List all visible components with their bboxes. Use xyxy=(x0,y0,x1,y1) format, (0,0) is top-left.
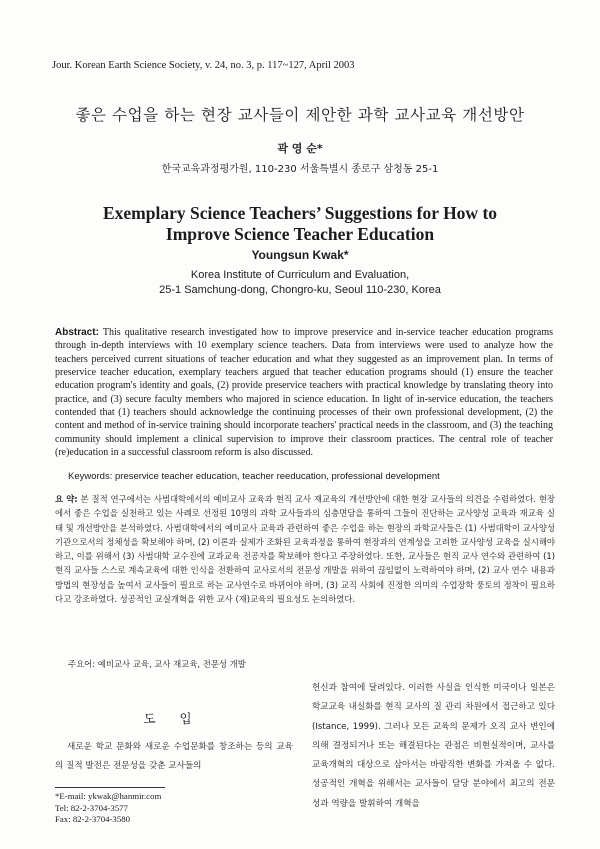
english-abstract xyxy=(55,326,553,459)
footnote-tel: Tel: 82-2-3704-3577 xyxy=(55,802,128,813)
footnote-divider xyxy=(55,787,165,788)
english-affiliation-line-1: Korea Institute of Curriculum and Evaluation, xyxy=(190,269,410,281)
footnote-email: *E-mail: ykwak@hanmir.com xyxy=(55,791,162,801)
footnote-fax: Fax: 82-2-3704-3580 xyxy=(55,814,131,825)
introduction-left-column: 새로운 학교 문화와 새로운 수업문화를 창조하는 등의 교육의 질적 발전은 전문성을 갖춘 교사들의 xyxy=(55,742,293,771)
english-affiliation xyxy=(0,268,600,298)
korean-keywords-text: 예비교사 교육, 교사 재교육, 전문성 개발 xyxy=(97,659,246,669)
korean-author: 곽 영 순* xyxy=(277,142,323,155)
keywords-text: preservice teacher education, teacher reeducation, professional development xyxy=(115,471,440,482)
english-keywords xyxy=(68,471,558,482)
keywords-label: Keywords: xyxy=(68,471,113,482)
introduction-right-column: 헌신과 참여에 달려있다. 이러한 사실을 인식한 미국이나 일본은 학교교육 내실화를 현직 교사의 질 관리 차원에서 접근하고 있다(Istance, 1999). 그러나 모든 교육의 문제가 오직 교사 변인에 의해 결정되거나 또는 해결된다는 관점은 비현실적이며, 교사를 교육개혁의 대상으로 삼아서는 바람직한 변화를 가져올 수 없다. 성공적인 개혁을 위해서는 교사들이 담당 분야에서 최고의 전문성과 역량을 발휘하여 개혁을 xyxy=(312,683,555,809)
korean-title: 좋은 수업을 하는 현장 교사들이 제안한 과학 교사교육 개선방안 xyxy=(75,106,525,124)
korean-abstract-text: 본 질적 연구에서는 사범대학에서의 예비교사 교육과 현직 교사 재교육의 개선방안에 대한 현장 교사들의 의견을 수렴하였다. 현장에서 좋은 수업을 실천하고 있는 사례로 선정된 10명의 과학 교사들과의 심층면담을 통하여 그들이 진단하는 교사양성 교육과 재교육 실태 및 개선방안을 분석하였다. 사범대학에서의 예비교사 교육과 관련하여 좋은 수업을 하는 현장의 과학교사들은 (1) 사범대학이 교사양성 기관으로서의 정체성을 확보해야 하며, (2) 이론과 실제가 조화된 교육과정을 통하여 현장과의 연계성을 고려한 교사양성 교육을 실시해야 하고, 이를 위해서 (3) 사범대학 교수진에 교과교육 전공자를 확보해야 한다고 주장하였다. 또한, 교사들은 현직 교사 연수와 관련하여 (1) 현직 교사들 스스로 계속교육에 대한 인식을 전환하여 교사로서의 전문성 개발을 위하여 끊임없이 노력하여야 하며, (2) 교사 연수 내용과 방법의 현장성을 높여서 교사들이 필요로 하는 교사연수로 바뀌어야 하며, (3) 교직 사회에 진정한 의미의 수업장학 풍토의 정착이 필요하다고 강조하였다. 성공적인 교실개혁을 위한 교사 (재)교육의 필요성도 논의하였다. xyxy=(55,494,555,605)
abstract-text: This qualitative research investigated how to improve preservice and in-service teacher education programs through in-depth interviews with 10 exemplary science teachers. Data from interviews were used to analyze how the teachers perceived current situations of teacher education and what they suggested as an improvement plan. In terms of preservice teacher education, exemplary teachers argued that teacher education programs should (1) ensure the teacher education program's identity and goals, (2) provide preservice teachers with practical knowledge by translating theory into practice, and (3) secure faculty members who majored in science education. In light of in-service education, the teachers contended that (1) teachers should acknowledge the continuing processes of their own professional development, (2) the content and method of in-service training should incorporate teachers' practical needs in the classroom, and (3) the teaching community should implement a clinical supervision to improve their classroom practices. The central role of teacher (re)education in a successful classroom reform is also discussed. xyxy=(55,327,553,459)
korean-abstract-label: 요 약: xyxy=(55,494,78,504)
section-heading-introduction: 도 입 xyxy=(143,711,202,726)
korean-keywords-label: 주요어: xyxy=(68,659,96,669)
abstract-label: Abstract: xyxy=(55,327,99,338)
korean-abstract xyxy=(55,492,555,606)
english-title xyxy=(0,203,600,245)
english-author: Youngsun Kwak* xyxy=(251,248,349,262)
english-title-line-1: Exemplary Science Teachers’ Suggestions for How to xyxy=(102,203,498,223)
footnote-contact xyxy=(55,791,161,826)
journal-citation: Jour. Korean Earth Science Society, v. 24, no. 3, p. 117~127, April 2003 xyxy=(52,60,355,71)
english-title-line-2: Improve Science Teacher Education xyxy=(165,224,435,244)
korean-keywords xyxy=(68,658,558,670)
korean-affiliation: 한국교육과정평가원, 110-230 서울특별시 종로구 삼청동 25-1 xyxy=(161,164,439,175)
english-affiliation-line-2: 25-1 Samchung-dong, Chongro-ku, Seoul 110-230, Korea xyxy=(159,284,441,296)
